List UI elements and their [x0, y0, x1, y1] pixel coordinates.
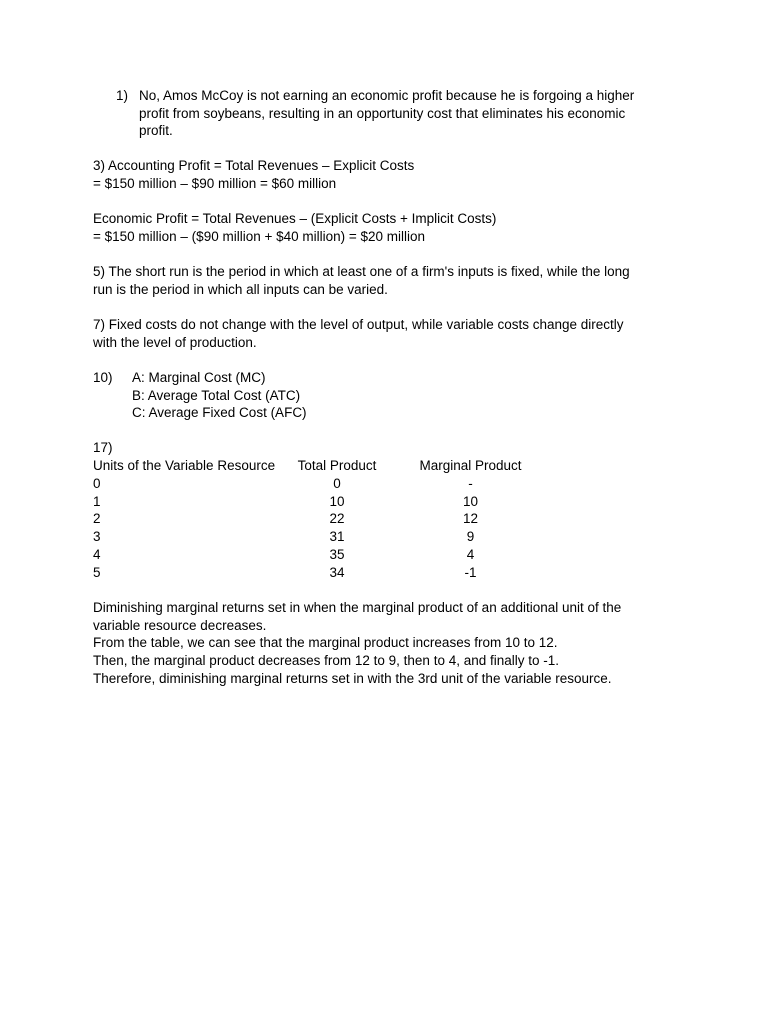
economic-profit-calculation: = $150 million – ($90 million + $40 million) = $20 million [93, 229, 426, 244]
economic-profit-formula: Economic Profit = Total Revenues – (Explicit Costs + Implicit Costs) [93, 211, 497, 226]
table-cell-units: 5 [93, 565, 101, 580]
table-header-total-product: Total Product [297, 458, 377, 473]
table-cell-marginal-product: 10 [462, 494, 479, 509]
table-cell-total-product: 10 [329, 494, 345, 509]
table-cell-total-product: 0 [333, 476, 341, 491]
table-cell-units: 1 [93, 494, 101, 509]
conclusion-line: From the table, we can see that the marginal product increases from 10 to 12. [93, 635, 558, 650]
table-cell-marginal-product: 9 [466, 529, 475, 544]
answer-10-item: A: Marginal Cost (MC) [132, 370, 266, 385]
conclusion-line: Diminishing marginal returns set in when the marginal product of an additional unit of the [93, 600, 622, 615]
conclusion-line: Therefore, diminishing marginal returns set in with the 3rd unit of the variable resource. [93, 671, 612, 686]
answer-10-item: B: Average Total Cost (ATC) [132, 388, 301, 403]
table-header-marginal-product: Marginal Product [419, 458, 522, 473]
answer-7-line: 7) Fixed costs do not change with the level of output, while variable costs change directly [93, 317, 624, 332]
answer-1-line: profit from soybeans, resulting in an opportunity cost that eliminates his economic [139, 106, 626, 121]
table-cell-total-product: 35 [329, 547, 345, 562]
table-cell-total-product: 22 [329, 511, 345, 526]
answer-5-line: 5) The short run is the period in which at least one of a firm's inputs is fixed, while the long [93, 264, 630, 279]
answer-17-number: 17) [93, 440, 113, 455]
table-cell-units: 0 [93, 476, 101, 491]
table-header-units: Units of the Variable Resource [93, 458, 276, 473]
accounting-profit-calculation: = $150 million – $90 million = $60 million [93, 176, 337, 191]
table-cell-marginal-product: - [468, 476, 473, 491]
table-cell-total-product: 34 [329, 565, 345, 580]
answer-10-item: C: Average Fixed Cost (AFC) [132, 405, 307, 420]
table-cell-total-product: 31 [329, 529, 345, 544]
table-cell-marginal-product: 4 [466, 547, 475, 562]
answer-5-line: run is the period in which all inputs can be varied. [93, 282, 388, 297]
accounting-profit-formula: 3) Accounting Profit = Total Revenues – Explicit Costs [93, 158, 415, 173]
answer-1-line: profit. [139, 123, 173, 138]
answer-10-number: 10) [93, 370, 113, 385]
table-cell-marginal-product: -1 [464, 565, 477, 580]
table-cell-units: 3 [93, 529, 101, 544]
table-cell-units: 2 [93, 511, 101, 526]
table-cell-units: 4 [93, 547, 101, 562]
conclusion-line: variable resource decreases. [93, 618, 267, 633]
answer-7-line: with the level of production. [93, 335, 257, 350]
answer-1-line: No, Amos McCoy is not earning an economic profit because he is forgoing a higher [139, 88, 635, 103]
table-cell-marginal-product: 12 [462, 511, 479, 526]
conclusion-line: Then, the marginal product decreases from 12 to 9, then to 4, and finally to -1. [93, 653, 560, 668]
answer-1-number: 1) [116, 88, 129, 103]
